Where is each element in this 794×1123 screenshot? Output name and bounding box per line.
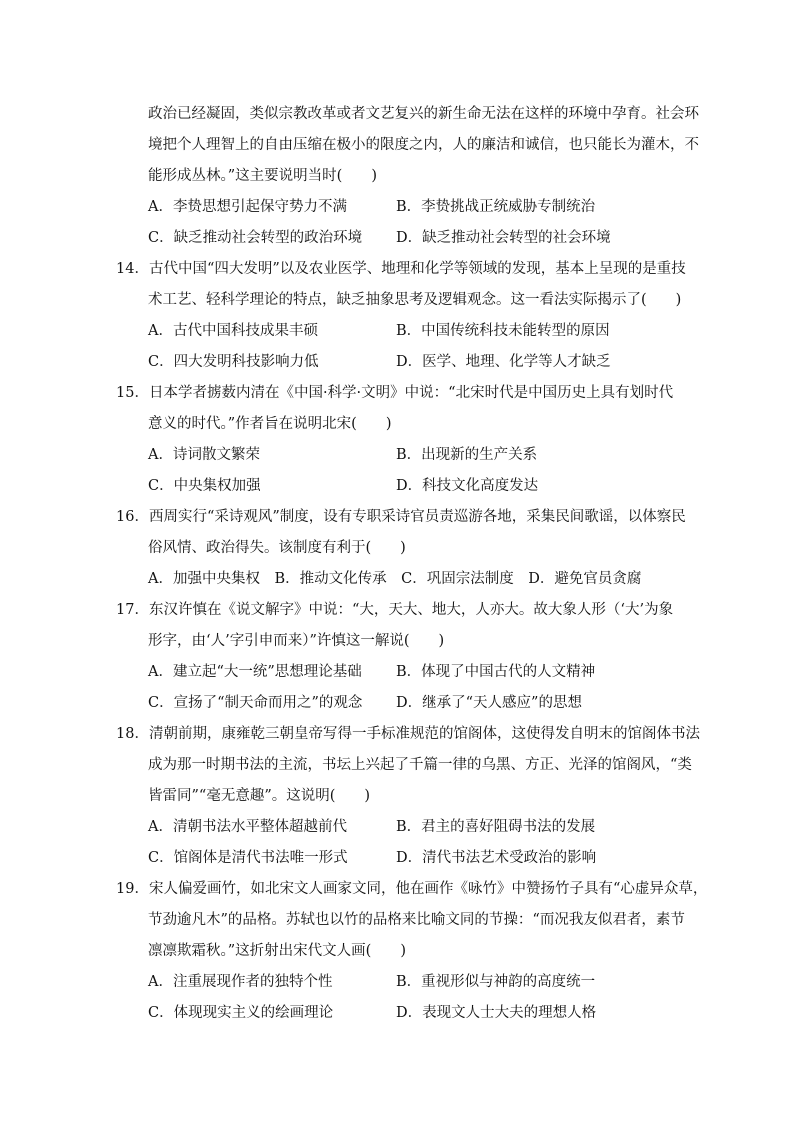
q13-option-c[interactable]: C．缺乏推动社会转型的政治环境	[148, 230, 363, 246]
q18-option-b[interactable]: B．君主的喜好阻碍书法的发展	[396, 819, 596, 835]
q15-line-2: 意义的时代。”作者旨在说明北宋( )	[148, 416, 392, 432]
q17-line-1: 17．东汉许慎在《说文解字》中说：“大，天大、地大，人亦大。故大象人形（‘大’为象	[116, 602, 674, 618]
q18-option-d[interactable]: D．清代书法艺术受政治的影响	[396, 850, 597, 866]
q14-option-a[interactable]: A．古代中国科技成果丰硕	[148, 323, 318, 339]
q13-line-3: 能形成丛林。”这主要说明当时( )	[148, 168, 377, 184]
q16-line-1: 16．西周实行“采诗观风”制度，设有专职采诗官员责巡游各地，采集民间歌谣，以体察民	[116, 509, 686, 525]
q19-option-a[interactable]: A．注重展现作者的独特个性	[148, 974, 333, 990]
q19-option-c[interactable]: C．体现现实主义的绘画理论	[148, 1005, 334, 1021]
q16-line-2: 俗风情、政治得失。该制度有利于( )	[148, 540, 406, 556]
q15-line-1: 15．日本学者掳薮内清在《中国·科学·文明》中说：“北宋时代是中国历史上具有划时代	[116, 385, 674, 401]
q19-line-2: 节劲逾凡木”的品格。苏轼也以竹的品格来比喻文同的节操：“而况我友似君者，素节	[148, 912, 685, 928]
q19-option-d[interactable]: D．表现文人士大夫的理想人格	[396, 1005, 597, 1021]
q18-line-2: 成为那一时期书法的主流，书坛上兴起了千篇一律的乌黑、方正、光泽的馆阁风，“类	[148, 757, 692, 773]
q18-option-c[interactable]: C．馆阁体是清代书法唯一形式	[148, 850, 348, 866]
q19-option-b[interactable]: B．重视形似与神韵的高度统一	[396, 974, 596, 990]
q14-option-b[interactable]: B．中国传统科技未能转型的原因	[396, 323, 610, 339]
q18-option-a[interactable]: A．清朝书法水平整体超越前代	[148, 819, 347, 835]
q15-option-a[interactable]: A．诗词散文繁荣	[148, 447, 260, 463]
q18-line-3: 皆雷同”“毫无意趣”。这说明( )	[148, 788, 371, 804]
q13-option-d[interactable]: D．缺乏推动社会转型的社会环境	[396, 230, 611, 246]
q14-line-1: 14．古代中国“四大发明”以及农业医学、地理和化学等领域的发现，基本上呈现的是重技	[116, 261, 686, 277]
q13-option-a[interactable]: A．李贽思想引起保守势力不满	[148, 199, 347, 215]
q16-options[interactable]: A．加强中央集权 B．推动文化传承 C．巩固宗法制度 D．避免官员贪腐	[148, 571, 642, 587]
q13-line-1: 政治已经凝固，类似宗教改革或者文艺复兴的新生命无法在这样的环境中孕育。社会环	[148, 106, 699, 122]
q14-option-d[interactable]: D．医学、地理、化学等人才缺乏	[396, 354, 611, 370]
q19-line-1: 19．宋人偏爱画竹，如北宋文人画家文同，他在画作《咏竹》中赞扬竹子具有“心虚异众草，	[116, 881, 708, 897]
q18-line-1: 18．清朝前期，康雍乾三朝皇帝写得一手标准规范的馆阁体，这使得发自明末的馆阁体书法	[116, 726, 700, 742]
q15-option-b[interactable]: B．出现新的生产关系	[396, 447, 538, 463]
q14-line-2: 术工艺、轻科学理论的特点，缺乏抽象思考及逻辑观念。这一看法实际揭示了( )	[148, 292, 682, 308]
q15-option-d[interactable]: D．科技文化高度发达	[396, 478, 539, 494]
q15-option-c[interactable]: C．中央集权加强	[148, 478, 261, 494]
q14-option-c[interactable]: C．四大发明科技影响力低	[148, 354, 319, 370]
q13-option-b[interactable]: B．李贽挑战正统威胁专制统治	[396, 199, 596, 215]
q17-option-c[interactable]: C．宣扬了“制天命而用之”的观念	[148, 695, 363, 711]
q17-option-d[interactable]: D．继承了“天人感应”的思想	[396, 695, 582, 711]
q13-line-2: 境把个人理智上的自由压缩在极小的限度之内，人的廉洁和诚信，也只能长为灌木，不	[148, 137, 699, 153]
q17-line-2: 形字，由‘人’字引申而来）”许慎这一解说( )	[148, 633, 445, 649]
q17-option-b[interactable]: B．体现了中国古代的人文精神	[396, 664, 596, 680]
q19-line-3: 凛凛欺霜秋。”这折射出宋代文人画( )	[148, 943, 406, 959]
q17-option-a[interactable]: A．建立起“大一统”思想理论基础	[148, 664, 362, 680]
